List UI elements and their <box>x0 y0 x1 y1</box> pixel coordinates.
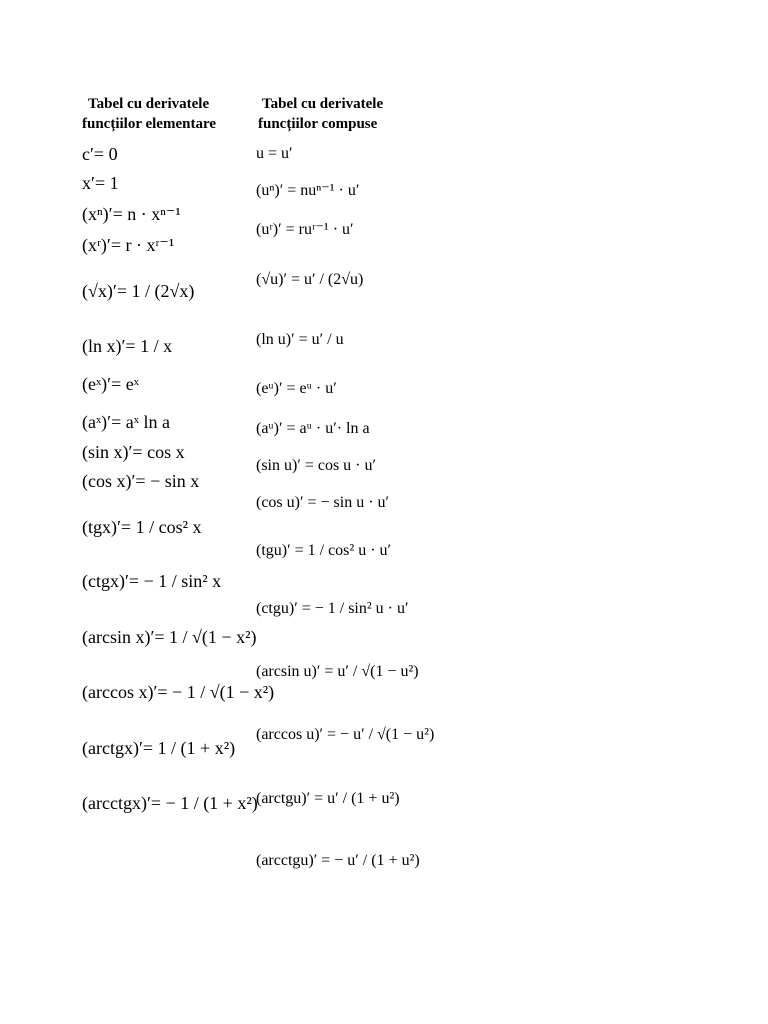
derivative-formula: (tgu)′ = 1 / cos² u · u′ <box>256 542 392 559</box>
derivative-formula: x′= 1 <box>82 172 119 193</box>
title-line: funcțiilor compuse <box>258 116 378 132</box>
derivative-formula: (uⁿ)′ = nuⁿ⁻¹ · u′ <box>256 182 360 199</box>
derivative-formula: (ctgx)′= − 1 / sin² x <box>82 570 222 591</box>
derivative-formula: (uʳ)′ = ruʳ⁻¹ · u′ <box>256 221 354 238</box>
derivative-formula: (arcsin u)′ = u′ / √(1 − u²) <box>256 663 419 680</box>
derivative-formula: (arcsin x)′= 1 / √(1 − x²) <box>82 626 257 647</box>
derivative-formula: (aᵘ)′ = aᵘ · u′· ln a <box>256 420 370 437</box>
derivative-formula: c′= 0 <box>82 143 118 164</box>
derivative-formula: (tgx)′= 1 / cos² x <box>82 516 202 537</box>
derivative-formula: (sin x)′= cos x <box>82 441 185 462</box>
derivative-formula: (arctgx)′= 1 / (1 + x²) <box>82 737 236 758</box>
derivative-formula: (ln u)′ = u′ / u <box>256 331 344 348</box>
derivative-formula: (arcctgu)′ = − u′ / (1 + u²) <box>256 852 420 869</box>
derivative-formula: (ctgu)′ = − 1 / sin² u · u′ <box>256 600 409 617</box>
derivative-formula: u = u′ <box>256 145 293 162</box>
derivative-formula: (cos x)′= − sin x <box>82 470 200 491</box>
derivative-formula: (eˣ)′= eˣ <box>82 373 139 394</box>
derivative-formula: (sin u)′ = cos u · u′ <box>256 457 377 474</box>
title-line: funcțiilor elementare <box>82 116 216 132</box>
derivative-formula: (√u)′ = u′ / (2√u) <box>256 271 364 288</box>
derivative-formula: (arccos u)′ = − u′ / √(1 − u²) <box>256 726 435 743</box>
derivative-formula: (ln x)′= 1 / x <box>82 335 173 356</box>
derivative-formula: (aˣ)′= aˣ ln a <box>82 411 170 432</box>
derivative-formula: (arcctgx)′= − 1 / (1 + x²) <box>82 792 258 813</box>
derivative-formula: (xⁿ)′= n · xⁿ⁻¹ <box>82 203 181 224</box>
title-line: Tabel cu derivatele <box>262 96 384 112</box>
derivative-formula: (√x)′= 1 / (2√x) <box>82 280 195 301</box>
derivative-formula: (arctgu)′ = u′ / (1 + u²) <box>256 790 400 807</box>
derivative-formula: (cos u)′ = − sin u · u′ <box>256 494 390 511</box>
composite-table-title <box>258 94 384 134</box>
derivative-formula: (eᵘ)′ = eᵘ · u′ <box>256 380 337 397</box>
derivative-formula: (xʳ)′= r · xʳ⁻¹ <box>82 234 175 255</box>
title-line: Tabel cu derivatele <box>88 96 210 112</box>
elementary-table-title <box>82 94 216 134</box>
derivative-formula: (arccos x)′= − 1 / √(1 − x²) <box>82 681 275 702</box>
